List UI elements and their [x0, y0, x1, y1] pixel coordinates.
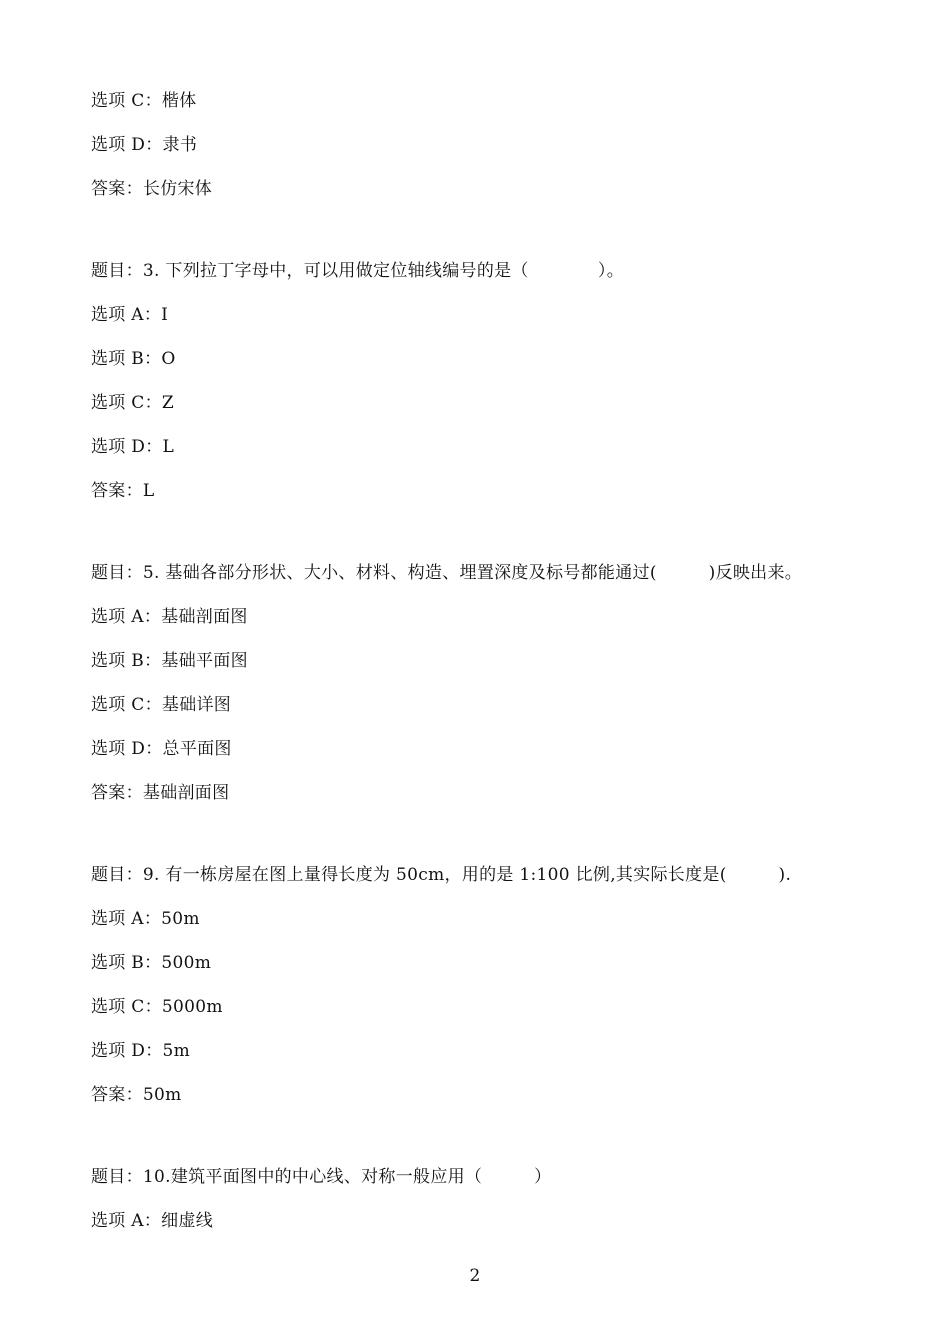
option-a-line: 选项 A：细虚线 — [91, 1211, 214, 1231]
question-5: 题目：5. 基础各部分形状、大小、材料、构造、埋置深度及标号都能通过( )反映出来。 — [91, 563, 803, 583]
question-3: 题目：3. 下列拉丁字母中，可以用做定位轴线编号的是（ ）。 — [91, 261, 625, 281]
option-d-line: 选项 D：总平面图 — [91, 739, 232, 759]
option-a-line: 选项 A：基础剖面图 — [91, 607, 248, 627]
answer-line: 答案：基础剖面图 — [91, 783, 230, 803]
option-d-line: 选项 D：隶书 — [91, 135, 198, 155]
answer-line: 答案：L — [91, 481, 155, 501]
option-c-line: 选项 C：楷体 — [91, 91, 197, 111]
answer-line: 答案：50m — [91, 1085, 182, 1105]
option-c-line: 选项 C：Z — [91, 393, 175, 413]
question-10: 题目：10.建筑平面图中的中心线、对称一般应用（ ） — [91, 1167, 552, 1187]
question-9: 题目：9. 有一栋房屋在图上量得长度为 50cm，用的是 1:100 比例,其实际长度是( ). — [91, 865, 792, 885]
option-c-line: 选项 C：5000m — [91, 997, 223, 1017]
option-b-line: 选项 B：基础平面图 — [91, 651, 248, 671]
option-d-line: 选项 D：L — [91, 437, 175, 457]
page-number: 2 — [469, 1266, 481, 1286]
answer-line: 答案：长仿宋体 — [91, 179, 213, 199]
option-a-line: 选项 A：50m — [91, 909, 200, 929]
option-b-line: 选项 B：500m — [91, 953, 212, 973]
option-b-line: 选项 B：O — [91, 349, 176, 369]
option-a-line: 选项 A：I — [91, 305, 169, 325]
option-d-line: 选项 D：5m — [91, 1041, 191, 1061]
option-c-line: 选项 C：基础详图 — [91, 695, 232, 715]
